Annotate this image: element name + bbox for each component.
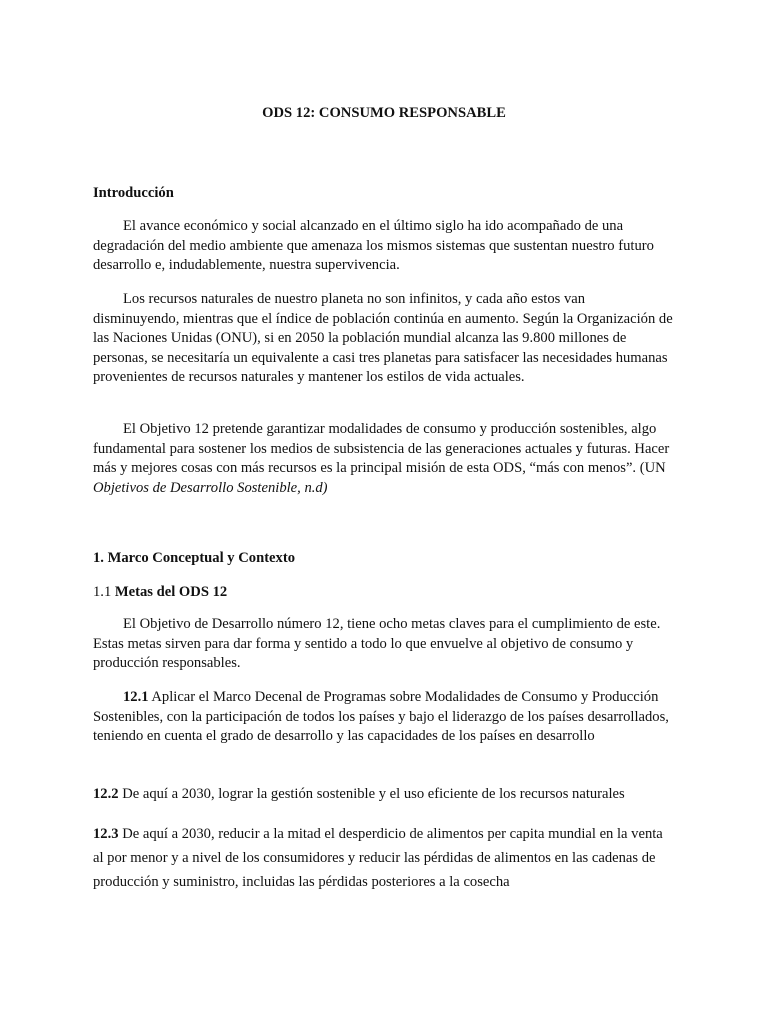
intro-heading-text: Introducción [93, 185, 174, 201]
target-12-2 [93, 785, 673, 805]
target-number: 12.2 [93, 786, 119, 802]
target-12-1 [93, 688, 673, 747]
section-1-heading-text: 1. Marco Conceptual y Contexto [93, 550, 295, 566]
citation: Objetivos de Desarrollo Sostenible, n.d) [93, 479, 328, 496]
section-1-heading [93, 549, 673, 569]
target-number: 12.1 [123, 689, 149, 705]
target-text: De aquí a 2030, reducir a la mitad el desperdicio de alimentos per capita mundial en la venta al por menor y a nivel de los consumidores y reducir las pérdidas de alimentos en las cadenas de producción y suministro, incluidas las pérdidas posteriores a la cosecha [93, 826, 663, 890]
target-number: 12.3 [93, 826, 119, 842]
paragraph-3 [93, 420, 673, 498]
paragraph-2: Los recursos naturales de nuestro planeta no son infinitos, y cada año estos van disminuyendo, mientras que el índice de población continúa en aumento. Según la Organización de las Naciones Unidas (ONU), si en 2050 la población mundial alcanza las 9.800 millones de personas, se necesitaría un equivalente a casi tres planetas para satisfacer las necesidades humanas provenientes de recursos naturales y mantener los estilos de vida actuales. [93, 291, 673, 385]
intro-heading [93, 184, 673, 204]
paragraph-1: El avance económico y social alcanzado en el último siglo ha ido acompañado de una degradación del medio ambiente que amenaza los mismos sistemas que sustentan nuestro futuro desarrollo e, indudablemente, nuestra supervivencia. [93, 218, 654, 273]
paragraph-3-text: El Objetivo 12 pretende garantizar modalidades de consumo y producción sostenibles, algo fundamental para sostener los medios de subsistencia de las generaciones actuales y futuras. Hacer más y mejores cosas con más recursos es la principal misión de esta ODS, “más con menos”. (UN [93, 421, 670, 476]
subsection-number: 1.1 [93, 584, 115, 600]
subsection-1-1-heading [93, 583, 673, 603]
paragraph-4: El Objetivo de Desarrollo número 12, tiene ocho metas claves para el cumplimiento de este. Estas metas sirven para dar forma y sentido a todo lo que envuelve al objetivo de consumo y producción responsables. [93, 616, 661, 671]
target-text: Aplicar el Marco Decenal de Programas sobre Modalidades de Consumo y Producción Sostenibles, con la participación de todos los países y bajo el liderazgo de los países desarrollados, teniendo en cuenta el grado de desarrollo y las capacidades de los países en desarrollo [93, 689, 669, 744]
target-text: De aquí a 2030, lograr la gestión sostenible y el uso eficiente de los recursos naturales [118, 786, 625, 802]
subsection-title: Metas del ODS 12 [114, 584, 228, 600]
target-12-3 [93, 822, 673, 894]
document-title: ODS 12: CONSUMO RESPONSABLE [262, 105, 506, 121]
